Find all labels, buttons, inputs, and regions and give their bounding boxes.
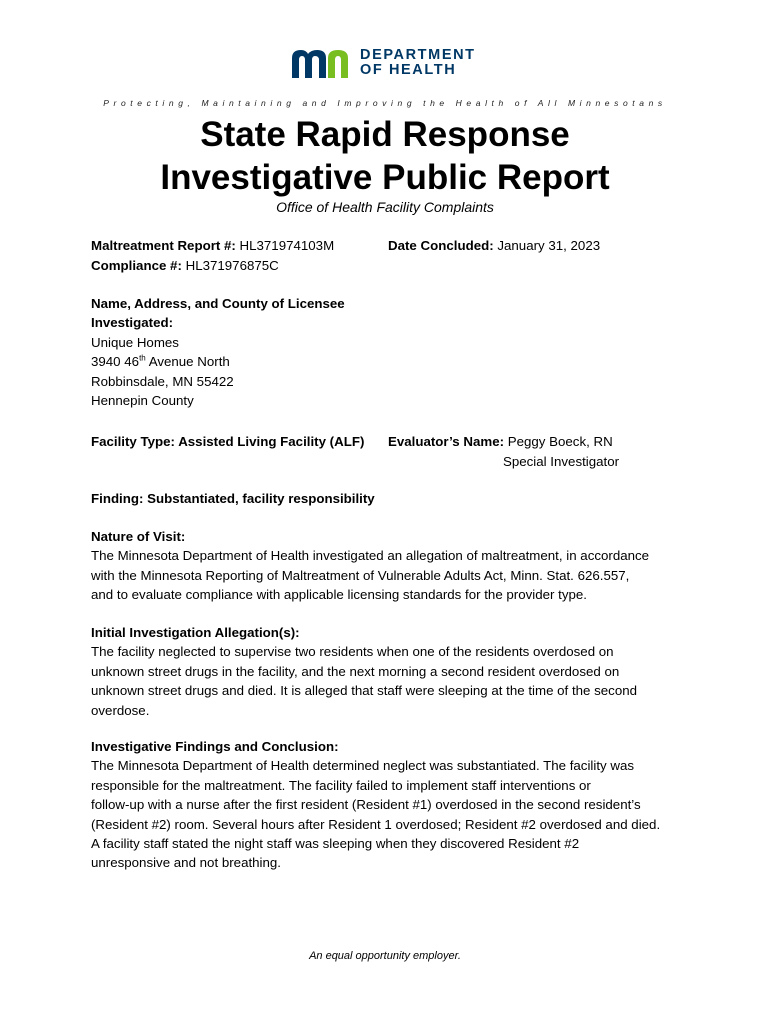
evaluator-label: Evaluator’s Name: <box>388 434 505 449</box>
mdh-logo <box>292 46 476 80</box>
logo-line-1: DEPARTMENT <box>360 47 476 63</box>
licensee-block <box>91 294 345 410</box>
evaluator-title: Special Investigator <box>503 454 620 469</box>
nature-of-visit-section <box>91 527 649 605</box>
allegation-heading: Initial Investigation Allegation(s): <box>91 625 300 640</box>
compliance-line <box>91 256 279 275</box>
findings-line-3: follow-up with a nurse after the first resident (Resident #1) overdosed in the second resident’s <box>91 797 641 813</box>
nature-line-2: with the Minnesota Reporting of Maltreatment of Vulnerable Adults Act, Minn. Stat. 626.557, <box>91 567 630 583</box>
findings-line-6: unresponsive and not breathing. <box>91 855 281 871</box>
title-line-2: Investigative Public Report <box>160 158 610 197</box>
findings-line-2: responsible for the maltreatment. The facility failed to implement staff interventions or <box>91 777 591 793</box>
maltreatment-value: HL371974103M <box>239 238 335 253</box>
page-subtitle: Office of Health Facility Complaints <box>276 199 494 215</box>
allegation-line-1: The facility neglected to supervise two residents when one of the residents overdosed on <box>91 644 614 660</box>
logo-line-2: OF HEALTH <box>360 62 457 78</box>
logo-wordmark <box>360 48 476 78</box>
facility-type: Facility Type: Assisted Living Facility (ALF) <box>91 434 365 449</box>
compliance-label: Compliance #: <box>91 258 182 273</box>
nature-line-3: and to evaluate compliance with applicable licensing standards for the provider type. <box>91 587 587 603</box>
footer: An equal opportunity employer. <box>309 950 461 962</box>
licensee-county: Hennepin County <box>91 393 194 409</box>
nature-line-1: The Minnesota Department of Health investigated an allegation of maltreatment, in accordance <box>91 548 650 564</box>
findings-line-5: A facility staff stated the night staff was sleeping when they discovered Resident #2 <box>91 836 580 852</box>
date-label: Date Concluded: <box>388 238 494 253</box>
page-title <box>0 113 770 199</box>
licensee-address: 3940 46th Avenue North <box>91 353 230 370</box>
licensee-city: Robbinsdale, MN 55422 <box>91 373 234 389</box>
allegation-line-2: unknown street drugs in the facility, and the next morning a second resident overdosed on <box>91 663 620 679</box>
licensee-label-line-2: Investigated: <box>91 315 174 331</box>
allegation-section <box>91 623 637 720</box>
findings-line-1: The Minnesota Department of Health determined neglect was substantiated. The facility was <box>91 758 634 774</box>
evaluator-line <box>388 432 613 451</box>
maltreatment-report-line <box>91 236 334 255</box>
finding: Finding: Substantiated, facility responsibility <box>91 491 375 506</box>
findings-heading: Investigative Findings and Conclusion: <box>91 739 339 754</box>
compliance-value: HL371976875C <box>185 258 279 273</box>
date-value: January 31, 2023 <box>497 238 601 253</box>
tagline: Protecting, Maintaining and Improving the Health of All Minnesotans <box>103 98 667 108</box>
findings-line-4: (Resident #2) room. Several hours after Resident 1 overdosed; Resident #2 overdosed and died. <box>91 816 661 832</box>
maltreatment-label: Maltreatment Report #: <box>91 238 236 253</box>
date-concluded-line <box>388 236 600 255</box>
title-line-1: State Rapid Response <box>200 115 570 154</box>
allegation-line-4: overdose. <box>91 702 150 718</box>
licensee-label-line-1: Name, Address, and County of Licensee <box>91 296 345 311</box>
nature-heading: Nature of Visit: <box>91 529 186 544</box>
evaluator-name: Peggy Boeck, RN <box>507 434 613 449</box>
findings-section <box>91 737 660 873</box>
allegation-line-3: unknown street drugs and died. It is alleged that staff were sleeping at the time of the second <box>91 683 638 699</box>
licensee-name: Unique Homes <box>91 334 179 350</box>
minnesota-mn-logo-icon <box>292 48 354 78</box>
